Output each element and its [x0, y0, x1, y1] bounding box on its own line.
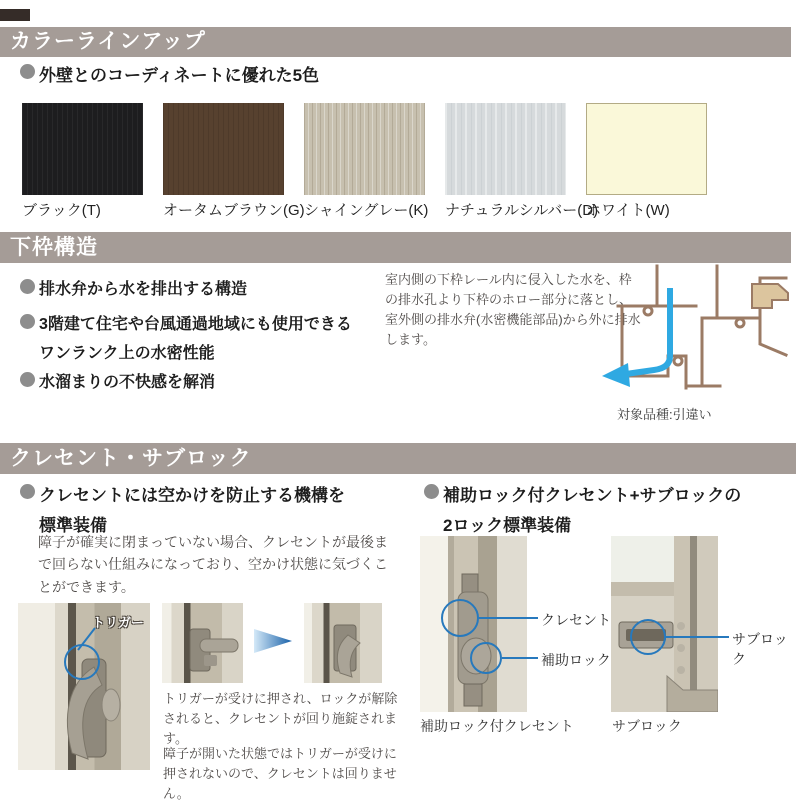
- lower-frame-bullet-3: [20, 369, 215, 392]
- frame-diagram-svg: [590, 258, 795, 403]
- crescent-knob: [204, 655, 217, 666]
- crescent-lever: [200, 639, 238, 652]
- lower-frame-bullet-2: [20, 311, 400, 363]
- mechanism-note-1: トリガーが受けに押され、ロックが解除されると、クレセントが回り施錠されます。: [163, 691, 398, 747]
- water-flow-arrowhead-icon: [602, 363, 630, 387]
- photo-crescent-locked: [304, 603, 382, 683]
- swatch-label-black: ブラック(T): [22, 202, 101, 219]
- screw-boss: [677, 644, 685, 652]
- crescent-bottom-tail: [464, 684, 482, 706]
- aux-lock-crescent-illustration: [420, 536, 527, 712]
- swatch-natural-silver: [445, 103, 566, 195]
- screw-boss: [677, 666, 685, 674]
- swatch-label-autumn-brown: オータムブラウン(G): [163, 202, 305, 219]
- next-step-arrow-icon: [252, 626, 294, 656]
- lower-frame-bullet-2-line1: 3階建て住宅や台風通過地域にも使用できる: [39, 316, 352, 333]
- crescent-right-heading-line2: 2ロック標準装備: [443, 516, 572, 535]
- sublock-illustration: [611, 536, 718, 712]
- crescent-left-heading-line1: クレセントには空かけを防止する機構を: [39, 486, 345, 505]
- frame-outer: [697, 536, 718, 712]
- lower-frame-bullet-1-text: 排水弁から水を排出する構造: [39, 281, 248, 298]
- callout-label-crescent: クレセント: [541, 612, 611, 628]
- color-lineup-headline: [20, 61, 319, 86]
- mechanism-note-2: 障子が開いた状態ではトリガーが受けに押されないので、クレセントは回りません。: [163, 746, 397, 800]
- bullet-icon: [20, 372, 35, 387]
- bullet-icon: [20, 484, 35, 499]
- color-lineup-headline-text: 外壁とのコーディネートに優れた5色: [39, 66, 320, 85]
- crescent-unlocked-illustration: [162, 603, 243, 683]
- swatch-shine-gray: [304, 103, 425, 195]
- swatch-black: [22, 103, 143, 195]
- photo-crescent-unlocked: [162, 603, 243, 683]
- sublock-slot: [626, 629, 666, 641]
- screw-boss: [677, 622, 685, 630]
- swatch-label-white: ホワイト(W): [586, 202, 670, 219]
- frame-cross-section-diagram: [590, 258, 795, 403]
- crescent-left-paragraph: 障子が確実に閉まっていない場合、クレセントが最後まで回らない仕組みになっており、空かけ状態に気づくことができます。: [38, 534, 388, 595]
- section-title-lower-frame: 下枠構造: [0, 232, 791, 263]
- crescent-left-heading-line2: 標準装備: [39, 516, 107, 535]
- lower-frame-bullet-1: [20, 276, 247, 299]
- lower-frame-bullet-2-line2: ワンランク上の水密性能: [39, 345, 215, 362]
- swatch-label-natural-silver: ナチュラルシルバー(D): [445, 202, 599, 219]
- section-title-color-lineup: カラーラインアップ: [0, 27, 791, 57]
- section-title-crescent-sublock: クレセント・サブロック: [0, 443, 796, 474]
- aux-lock-knob: [461, 638, 491, 674]
- crescent-knob: [102, 689, 120, 721]
- bullet-icon: [20, 64, 35, 79]
- bullet-icon: [20, 279, 35, 294]
- swatch-white: [586, 103, 707, 195]
- page-corner-mark: [0, 9, 30, 21]
- crescent-right-heading-line1: 補助ロック付クレセント+サブロックの: [443, 486, 742, 505]
- frame-edge: [690, 536, 697, 712]
- bullet-icon: [424, 484, 439, 499]
- trigger-callout-label: トリガー: [92, 615, 144, 630]
- caption-aux-lock-crescent: 補助ロック付クレセント: [420, 718, 574, 734]
- photo-sublock: [611, 536, 718, 712]
- photo-aux-lock-crescent: [420, 536, 527, 712]
- caption-sublock: サブロック: [612, 718, 682, 734]
- swatch-autumn-brown: [163, 103, 284, 195]
- swatch-label-shine-gray: シャイングレー(K): [304, 202, 429, 219]
- crescent-locked-illustration: [304, 603, 382, 683]
- crescent-right-heading: [424, 481, 794, 536]
- callout-label-sublock: サブロック: [732, 631, 788, 667]
- frame-clip-piece: [752, 284, 788, 308]
- lower-frame-description: 室内側の下枠レール内に侵入した水を、枠の排水孔より下枠のホロー部分に落とし、室外側の排水弁(水密機能部品)から外に排水します。: [385, 272, 641, 348]
- crescent-left-heading: [20, 481, 415, 536]
- diagram-caption: 対象品種:引違い: [617, 407, 712, 422]
- lower-frame-bullet-3-text: 水溜まりの不快感を解消: [39, 374, 216, 391]
- bullet-icon: [20, 314, 35, 329]
- water-flow-path: [626, 288, 670, 374]
- callout-label-aux-lock: 補助ロック: [541, 652, 611, 668]
